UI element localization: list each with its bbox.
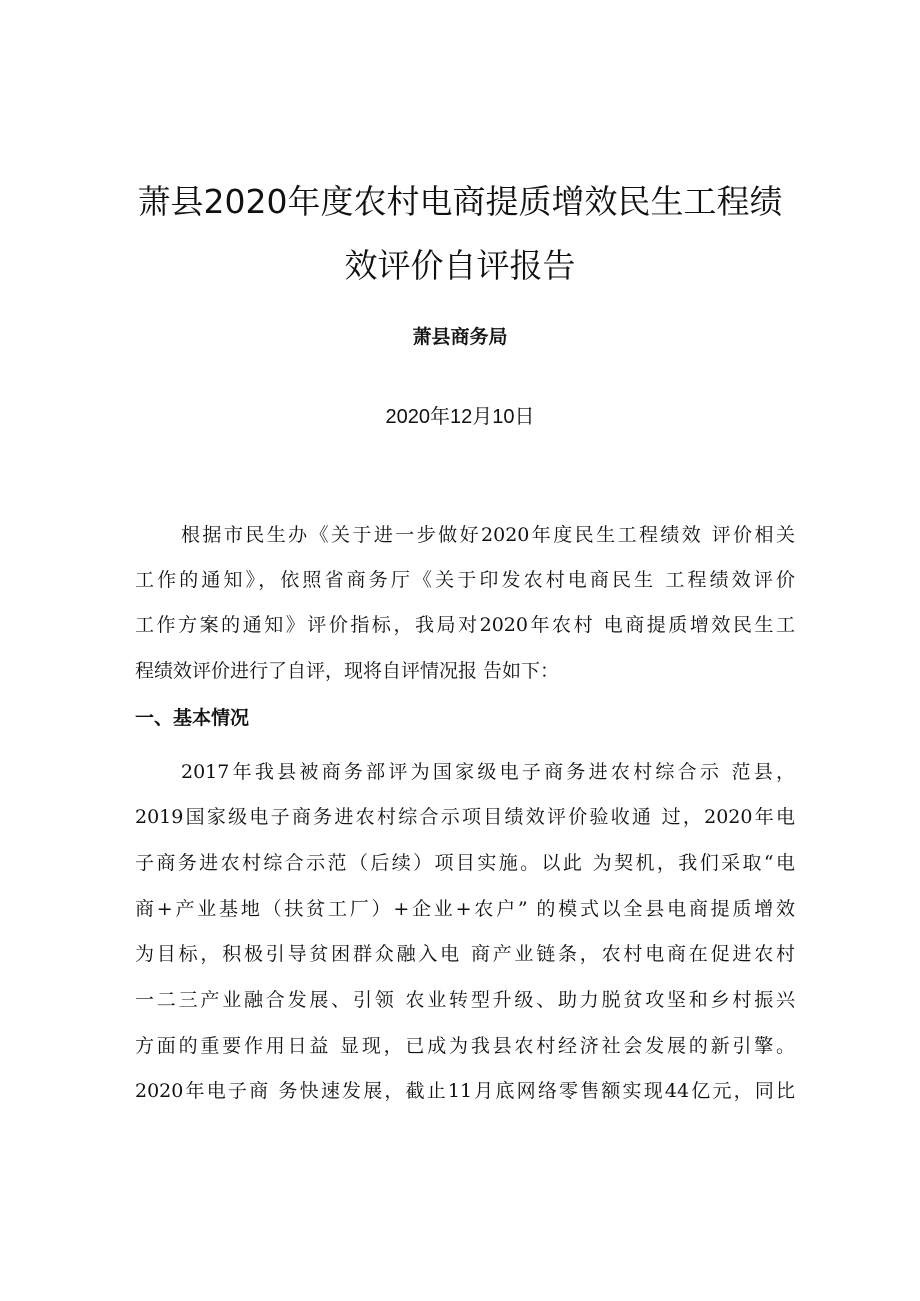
intro-paragraph-line: 程绩效评价进行了自评，现将自评情况报 告如下： bbox=[135, 660, 560, 682]
intro-paragraph-line: 工作方案的通知》评价指标，我局对2020年农村 电商提质增效民生工 bbox=[135, 614, 795, 636]
section-paragraph-line: 一二三产业融合发展、引领 农业转型升级、助力脱贫攻坚和乡村振兴 bbox=[135, 989, 795, 1011]
intro-paragraph-line: 工作的通知》，依照省商务厅《关于印发农村电商民生 工程绩效评价 bbox=[135, 569, 795, 591]
document-date: 2020年12月10日 bbox=[385, 406, 535, 428]
section-heading: 一、基本情况 bbox=[135, 707, 250, 729]
intro-paragraph-line: 根据市民生办《关于进一步做好2020年度民生工程绩效 评价相关 bbox=[181, 524, 795, 546]
section-paragraph-line: 为目标，积极引导贫困群众融入电 商产业链条，农村电商在促进农村 bbox=[135, 943, 795, 965]
section-paragraph-line: 2017年我县被商务部评为国家级电子商务进农村综合示 范县， bbox=[181, 761, 795, 783]
section-paragraph-line: 方面的重要作用日益 显现，已成为我县农村经济社会发展的新引擎。 bbox=[135, 1035, 795, 1057]
section-paragraph-line: 2019国家级电子商务进农村综合示项目绩效评价验收通 过，2020年电 bbox=[135, 806, 795, 828]
document-title-line-2: 效评价自评报告 bbox=[344, 246, 576, 285]
section-paragraph-line: 商+产业基地（扶贫工厂）+企业+农户” 的模式以全县电商提质增效 bbox=[135, 898, 795, 920]
document-title-line-1: 萧县2020年度农村电商提质增效民生工程绩 bbox=[137, 182, 783, 221]
section-paragraph-line: 子商务进农村综合示范（后续）项目实施。以此 为契机，我们采取“电 bbox=[135, 852, 795, 874]
issuing-organization: 萧县商务局 bbox=[412, 326, 508, 348]
section-paragraph-line: 2020年电子商 务快速发展，截止11月底网络零售额实现44亿元，同比 bbox=[135, 1080, 795, 1102]
